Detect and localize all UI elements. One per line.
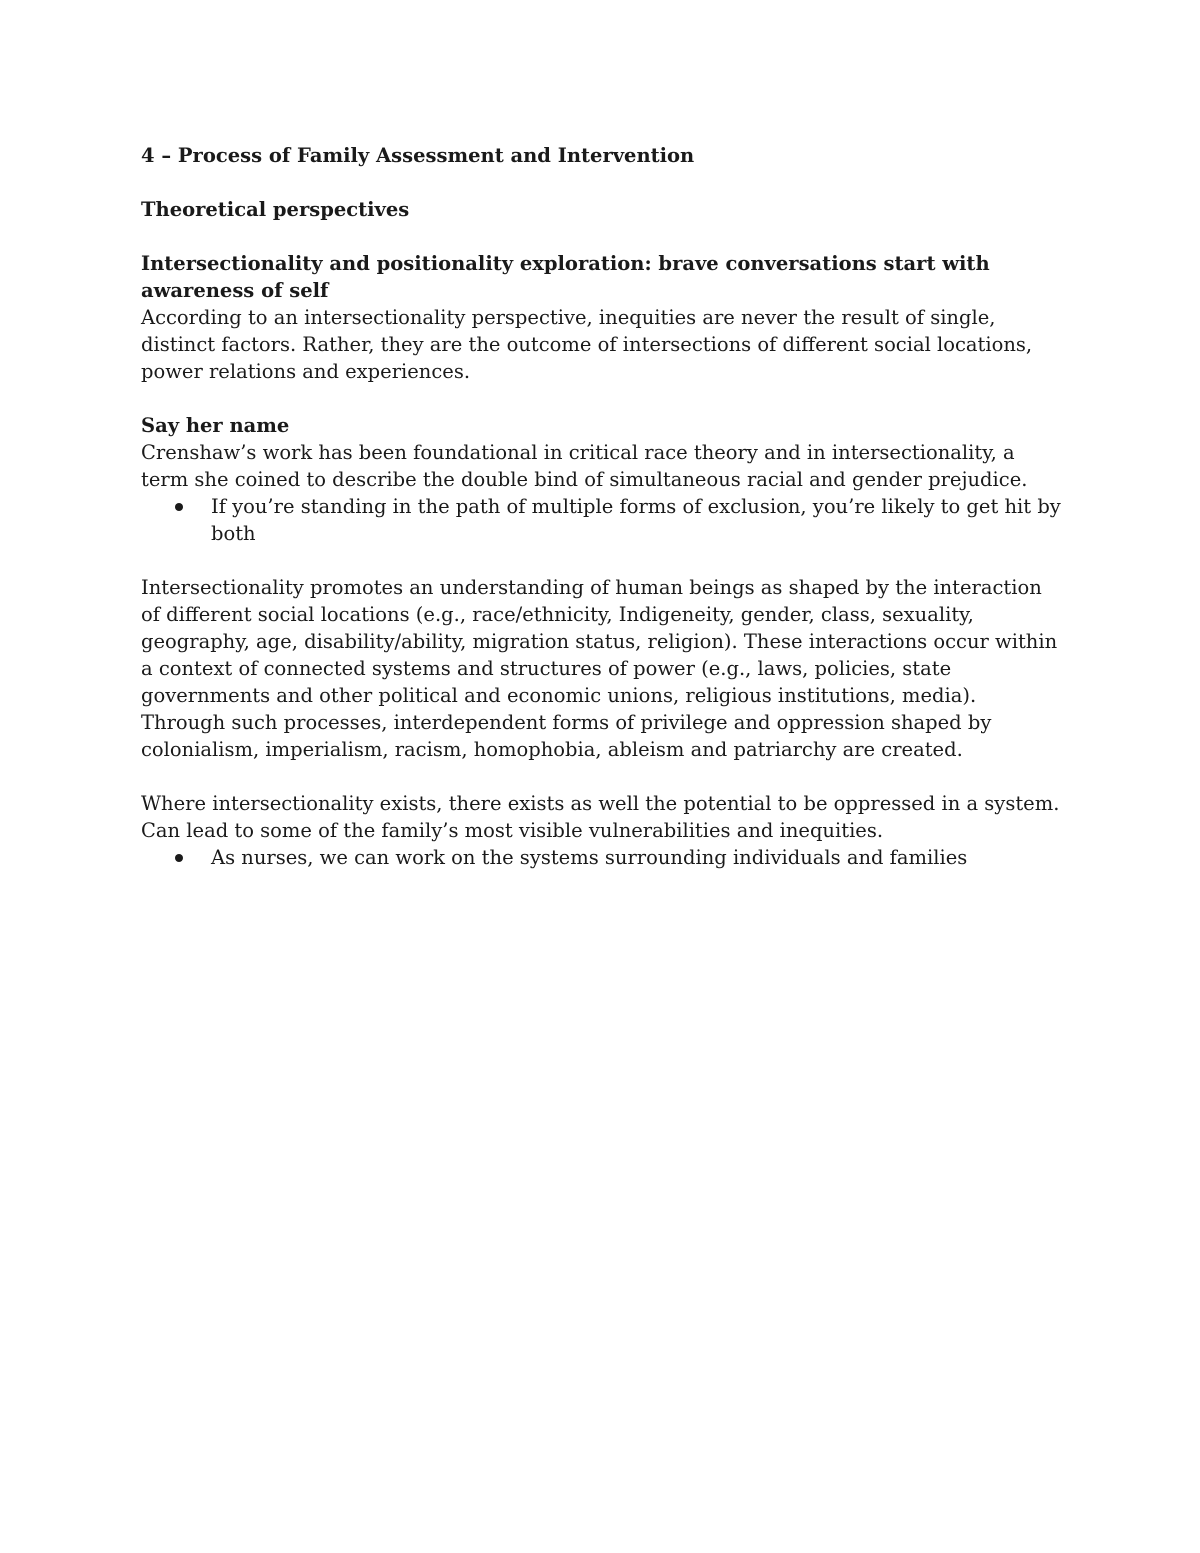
paragraph-social-locations: Intersectionality promotes an understanding of human beings as shaped by the interaction of different social locations (e.g., race/ethnicity, Indigeneity, gender, class, sexuality, geography, age, disability/ability, migration status, religion). These interactions occur within a context of connected systems and structures of power (e.g., laws, policies, state governments and other political and economic unions, religious institutions, media). Through such processes, interdependent forms of privilege and oppression shaped by colonialism, imperialism, racism, homophobia, ableism and patriarchy are created. [141,576,1058,761]
list-item [141,493,1061,547]
bullet-icon [175,503,183,511]
chapter-title: 4 – Process of Family Assessment and Intervention [141,144,695,167]
bullet-list-nurses [141,844,1061,871]
spacer [141,223,1061,250]
spacer [141,547,1061,574]
spacer [141,385,1061,412]
spacer [141,763,1061,790]
document-body [141,142,1061,871]
section-title: Theoretical perspectives [141,198,410,221]
paragraph-crenshaw: Crenshaw’s work has been foundational in critical race theory and in intersectionality, a term she coined to describe the double bind of simultaneous racial and gender prejudice. [141,441,1028,491]
subsection-heading-say-her-name: Say her name [141,414,290,437]
paragraph-oppression: Where intersectionality exists, there exists as well the potential to be oppressed in a system. Can lead to some of the family’s most visible vulnerabilities and inequities. [141,792,1060,842]
list-item-text: As nurses, we can work on the systems surrounding individuals and families [211,846,968,869]
paragraph-intersectionality-perspective: According to an intersectionality perspective, inequities are never the result of single, distinct factors. Rather, they are the outcome of intersections of different social locations, power relations and experiences. [141,306,1033,383]
bullet-list-crenshaw [141,493,1061,547]
list-item [141,844,1061,871]
list-item-text: If you’re standing in the path of multiple forms of exclusion, you’re likely to get hit by both [211,495,1061,545]
spacer [141,169,1061,196]
bullet-icon [175,854,183,862]
subsection-heading-intersectionality: Intersectionality and positionality exploration: brave conversations start with awareness of self [141,252,990,302]
